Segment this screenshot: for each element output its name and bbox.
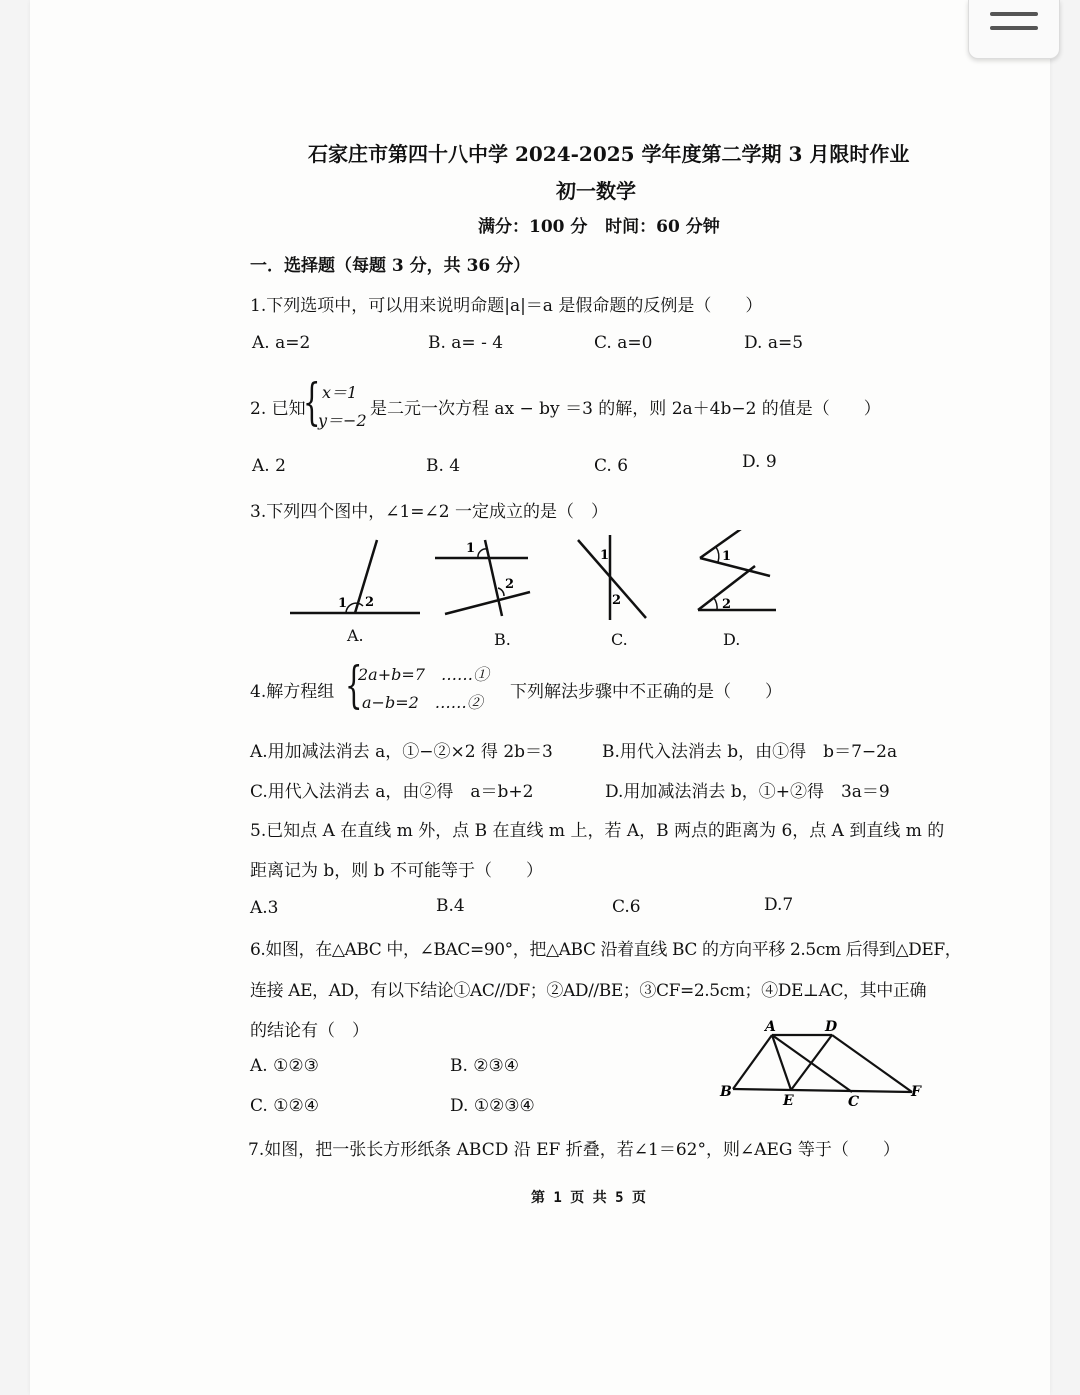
q2-option-d: D. 9 xyxy=(742,452,777,472)
q4-sys-line1: 2a+b=7 ……① xyxy=(358,665,489,684)
page-footer: 第 1 页 共 5 页 xyxy=(531,1190,647,1206)
q3-caption-b: B. xyxy=(494,630,511,649)
fig-d-arc-2 xyxy=(714,598,717,610)
fig-a-label-2: 2 xyxy=(365,595,375,610)
fig-b-arc-1 xyxy=(478,549,487,558)
q6-option-d: D. ①②③④ xyxy=(450,1096,535,1116)
q4-option-c: C.用代入法消去 a，由②得 a＝b+2 xyxy=(250,782,534,802)
q4-suffix: 下列解法步骤中不正确的是（ ） xyxy=(510,682,782,702)
q3-caption-a: A. xyxy=(347,626,364,645)
q6-figure xyxy=(715,1015,930,1115)
segment-df xyxy=(832,1035,912,1092)
q3-figure-c xyxy=(578,535,646,620)
point-a-label: A xyxy=(765,1019,776,1035)
exam-title: 石家庄市第四十八中学 2024-2025 学年度第二学期 3 月限时作业 xyxy=(308,142,910,166)
fig-d-label-2: 2 xyxy=(722,597,732,612)
q1-option-d: D. a=5 xyxy=(744,333,804,353)
q3-figure-d xyxy=(698,530,776,612)
fig-d-upper-ray xyxy=(700,530,765,558)
q4-option-a: A.用加减法消去 a，①−②×2 得 2b＝3 xyxy=(250,742,553,762)
q2-suffix: 是二元一次方程 ax − by ＝3 的解，则 2a＋4b−2 的值是（ ） xyxy=(370,399,881,419)
point-d-label: D xyxy=(825,1019,838,1035)
point-b-label: B xyxy=(720,1084,732,1100)
q6-option-c: C. ①②④ xyxy=(250,1096,319,1116)
question-7-stem: 7.如图，把一张长方形纸条 ABCD 沿 EF 折叠，若∠1＝62°，则∠AEG 等于（ ） xyxy=(248,1140,900,1160)
question-3-stem: 3.下列四个图中，∠1=∠2 一定成立的是（ ） xyxy=(250,502,608,522)
fig-a-label-1: 1 xyxy=(338,596,348,611)
q2-prefix: 2. 已知 xyxy=(250,399,306,419)
q2-option-a: A. 2 xyxy=(252,456,286,476)
q2-sys-line1: x＝1 xyxy=(322,383,358,402)
subject-title: 初一数学 xyxy=(556,179,636,203)
fig-b-arc-2 xyxy=(498,588,504,596)
segment-bf xyxy=(733,1089,912,1092)
point-f-label: F xyxy=(911,1084,921,1100)
q2-option-b: B. 4 xyxy=(426,456,461,476)
point-e-label: E xyxy=(783,1093,794,1109)
q4-sys-line2: a−b=2 ……② xyxy=(362,693,483,712)
fig-d-label-1: 1 xyxy=(722,549,732,564)
q3-figure-a xyxy=(290,540,420,613)
menu-button[interactable] xyxy=(968,0,1060,59)
q2-brace: { xyxy=(303,373,321,431)
q2-option-c: C. 6 xyxy=(594,456,629,476)
point-c-label: C xyxy=(848,1094,860,1110)
fig-c-label-2: 2 xyxy=(612,593,622,608)
q5-line-1: 5.已知点 A 在直线 m 外，点 B 在直线 m 上，若 A，B 两点的距离为 6，点 A 到直线 m 的 xyxy=(250,821,945,841)
q3-figure-b xyxy=(435,540,530,616)
q2-sys-line2: y＝−2 xyxy=(318,411,367,430)
q5-option-a: A.3 xyxy=(250,898,279,918)
question-1-stem: 1.下列选项中，可以用来说明命题|a|＝a 是假命题的反例是（ ） xyxy=(250,296,763,316)
q4-option-d: D.用加减法消去 b，①+②得 3a＝9 xyxy=(605,782,890,802)
q3-figures xyxy=(280,530,790,625)
q6-option-b: B. ②③④ xyxy=(450,1056,520,1076)
q6-line-2: 连接 AE，AD，有以下结论①AC//DF；②AD//BE；③CF=2.5cm；④DE⊥AC，其中正确 xyxy=(250,981,927,1001)
fig-c-label-1: 1 xyxy=(600,548,610,563)
fig-d-arc-1 xyxy=(716,547,719,562)
q4-brace: { xyxy=(345,656,363,714)
score-info: 满分：100 分 时间：60 分钟 xyxy=(478,217,720,237)
q3-caption-c: C. xyxy=(611,630,628,649)
fig-b-bottom-line xyxy=(445,592,530,614)
fig-b-label-2: 2 xyxy=(505,577,515,592)
q4-prefix: 4.解方程组 xyxy=(250,682,335,702)
fig-b-label-1: 1 xyxy=(466,541,476,556)
q1-option-c: C. a=0 xyxy=(594,333,653,353)
q5-option-d: D.7 xyxy=(764,895,794,915)
q5-line-2: 距离记为 b，则 b 不可能等于（ ） xyxy=(250,861,543,881)
q5-option-c: C.6 xyxy=(612,897,641,917)
q6-line-3: 的结论有（ ） xyxy=(250,1021,369,1041)
fig-d-middle-line xyxy=(700,558,770,576)
q6-line-1: 6.如图，在△ABC 中，∠BAC=90°，把△ABC 沿着直线 BC 的方向平移 2.5cm 后得到△DEF， xyxy=(250,940,962,960)
q3-caption-d: D. xyxy=(723,630,741,649)
menu-icon xyxy=(990,12,1038,16)
q5-option-b: B.4 xyxy=(436,896,465,916)
section-heading: 一．选择题（每题 3 分，共 36 分） xyxy=(250,256,531,276)
q6-option-a: A. ①②③ xyxy=(250,1056,319,1076)
q1-option-a: A. a=2 xyxy=(252,333,311,353)
fig-b-transversal xyxy=(485,540,502,616)
segment-de xyxy=(791,1035,832,1090)
q4-option-b: B.用代入法消去 b，由①得 b＝7−2a xyxy=(602,742,898,762)
segment-ae xyxy=(772,1035,791,1090)
q1-option-b: B. a= - 4 xyxy=(428,333,504,353)
segment-ab xyxy=(733,1035,772,1089)
